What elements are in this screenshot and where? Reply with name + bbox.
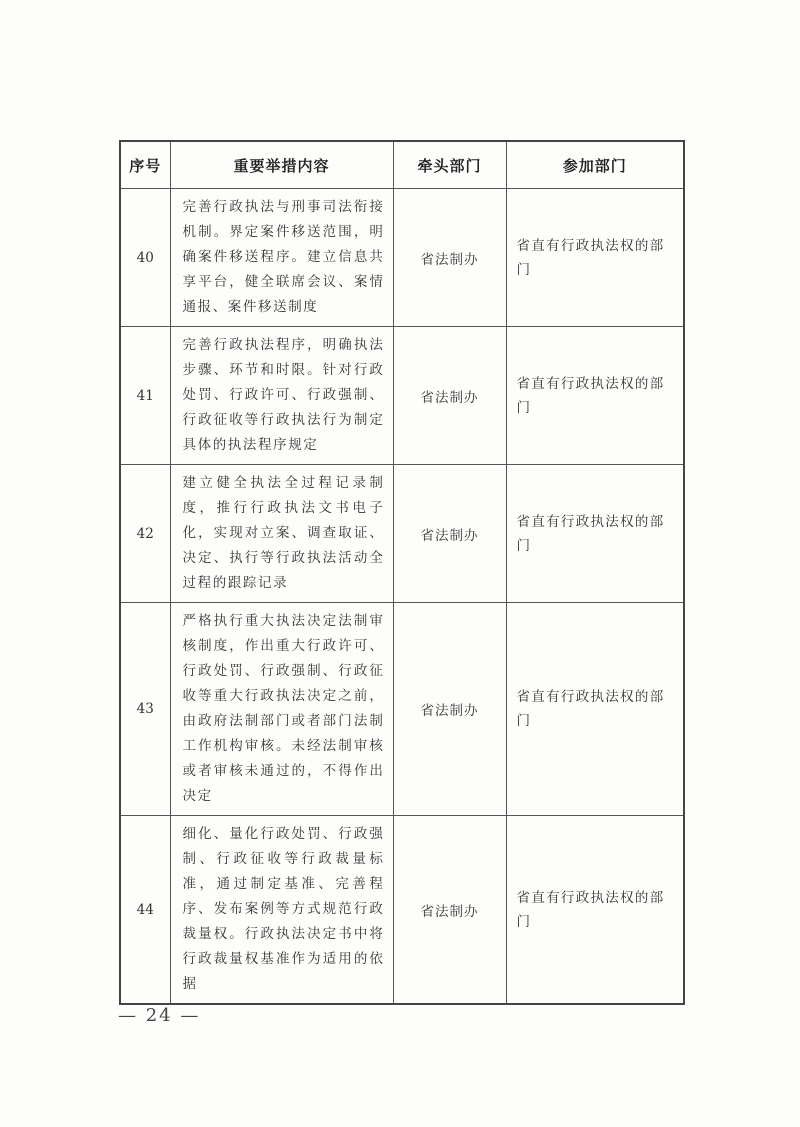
participating-departments: 省直有行政执法权的部门 (506, 189, 684, 327)
participating-departments: 省直有行政执法权的部门 (506, 327, 684, 465)
header-serial-number: 序号 (120, 141, 170, 189)
row-number: 41 (120, 327, 170, 465)
row-number: 43 (120, 603, 170, 816)
participating-departments: 省直有行政执法权的部门 (506, 465, 684, 603)
row-number: 44 (120, 816, 170, 1005)
measures-table (119, 140, 685, 1005)
measure-content: 严格执行重大执法决定法制审核制度，作出重大行政许可、行政处罚、行政强制、行政征收等重大行政执法决定之前，由政府法制部门或者部门法制工作机构审核。未经法制审核或者审核未通过的，不得作出决定 (170, 603, 393, 816)
header-measure-content: 重要举措内容 (170, 141, 393, 189)
measure-content: 建立健全执法全过程记录制度，推行行政执法文书电子化，实现对立案、调查取证、决定、执行等行政执法活动全过程的跟踪记录 (170, 465, 393, 603)
table-header-row (120, 141, 684, 189)
lead-department: 省法制办 (393, 189, 506, 327)
table-row (120, 603, 684, 816)
participating-departments: 省直有行政执法权的部门 (506, 816, 684, 1005)
row-number: 42 (120, 465, 170, 603)
participating-departments: 省直有行政执法权的部门 (506, 603, 684, 816)
measure-content: 完善行政执法程序，明确执法步骤、环节和时限。针对行政处罚、行政许可、行政强制、行政征收等行政执法行为制定具体的执法程序规定 (170, 327, 393, 465)
lead-department: 省法制办 (393, 603, 506, 816)
measure-content: 细化、量化行政处罚、行政强制、行政征收等行政裁量标准，通过制定基准、完善程序、发布案例等方式规范行政裁量权。行政执法决定书中将行政裁量权基准作为适用的依据 (170, 816, 393, 1005)
header-lead-department: 牵头部门 (393, 141, 506, 189)
table-row (120, 189, 684, 327)
lead-department: 省法制办 (393, 465, 506, 603)
table-row (120, 465, 684, 603)
measure-content: 完善行政执法与刑事司法衔接机制。界定案件移送范围，明确案件移送程序。建立信息共享平台，健全联席会议、案情通报、案件移送制度 (170, 189, 393, 327)
table-row (120, 327, 684, 465)
table-row (120, 816, 684, 1005)
lead-department: 省法制办 (393, 816, 506, 1005)
lead-department: 省法制办 (393, 327, 506, 465)
row-number: 40 (120, 189, 170, 327)
page-number: — 24 — (118, 1005, 201, 1026)
header-participating-departments: 参加部门 (506, 141, 684, 189)
